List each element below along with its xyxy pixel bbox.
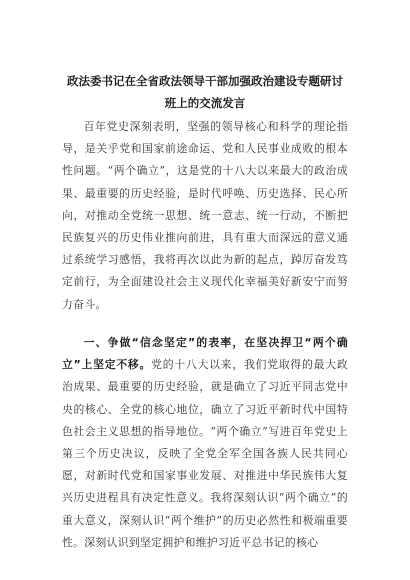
document-title: 政法委书记在全省政法领导干部加强政治建设专题研讨班上的交流发言 — [67, 74, 343, 110]
paragraph-intro-text: 百年党史深刻表明，坚强的领导核心和科学的理论指导，是关乎党和国家前途命运、党和人民事业成败的根本性问题。“两个确立”，这是党的十八大以来最大的政治成果、最重要的历史经验，是时代呼唤、历史选择、民心所向，对推动全党统一思想、统一意志、统一行动，不断把民族复兴的历史伟业推向前进，具有重大而深远的意义通过系统学习感悟，我将再次以此为新的起点，踔厉奋发笃定前行，为全面建设社会主义现代化幸福美好新安宁而努力奋斗。 — [62, 120, 348, 311]
section-one-text: 党的十八大以来，我们党取得的最大政治成果、最重要的历史经验，就是确立了习近平同志党中央的核心、全党的核心地位，确立了习近平新时代中国特色社会主义思想的指导地位。“两个确立”写进百年党史上第三个历史决议，反映了全党全军全国各族人民共同心愿，对新时代党和国家事业发展、对推进中华民族伟大复兴历史进程具有决定性意义。我将深刻认识“两个确立”的重大意义，深刻认识“两个维护”的历史必然性和极端重要性。深刻认识到坚定拥护和维护习近平总书记的核心 — [62, 358, 348, 549]
paragraph-intro — [62, 116, 348, 316]
paragraph-section-one — [62, 332, 348, 554]
section-one-heading: 一、争做“信念坚定”的表率，在坚决捍卫“两个确立”上坚定不移。 — [62, 336, 348, 372]
